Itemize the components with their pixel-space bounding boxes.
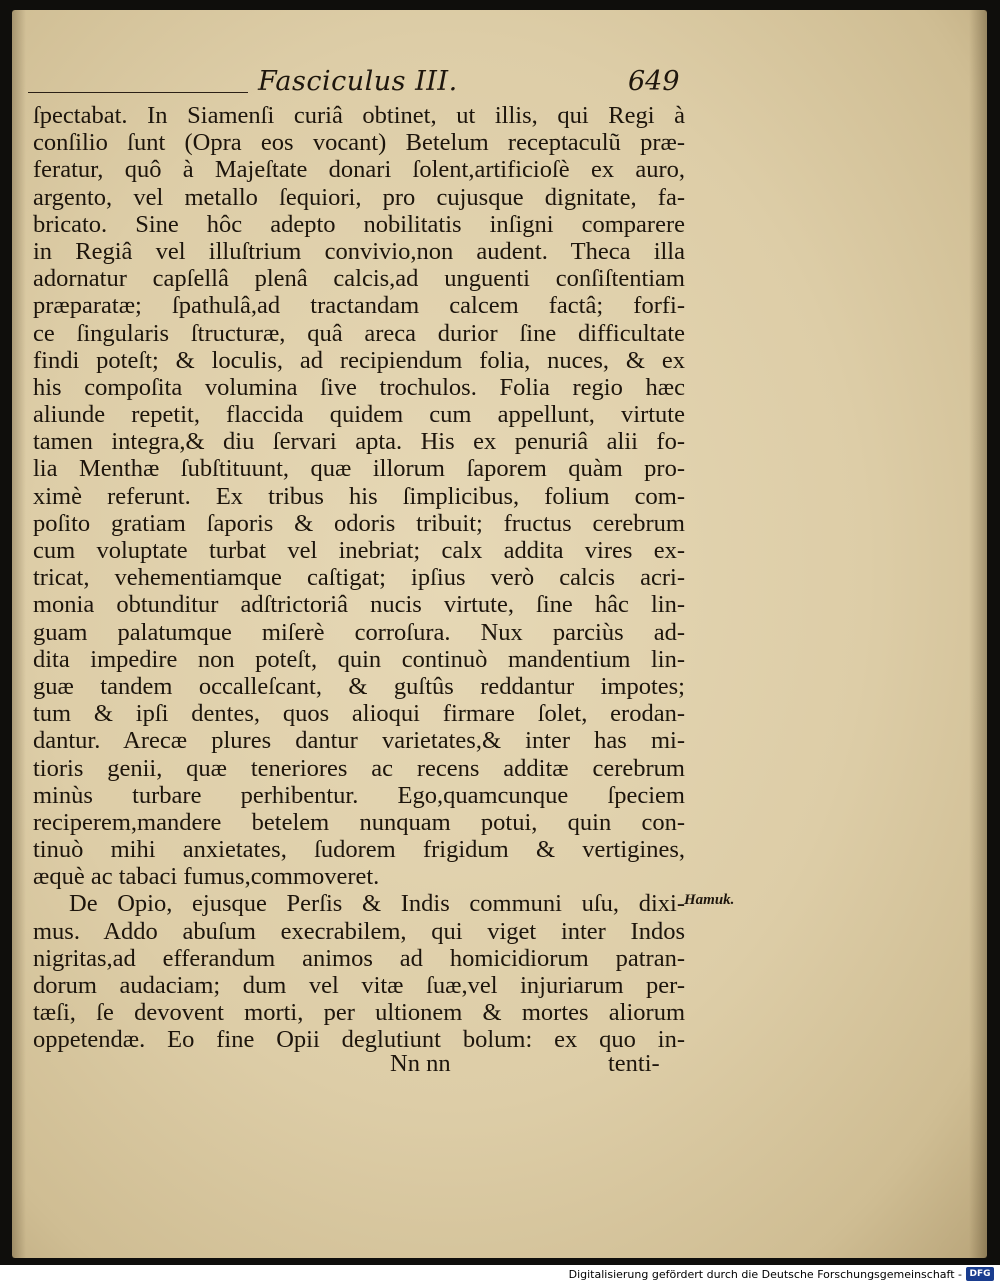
page-left-shadow [12, 10, 26, 1258]
text-line: ce ſingularis ſtructuræ, quâ areca durior ſine difficultate [33, 319, 685, 347]
text-line: tricat, vehementiamque caſtigat; ipſius verò calcis acri- [33, 564, 685, 592]
text-line: reciperem,mandere betelem nunquam potui, quin con- [33, 808, 685, 836]
text-line: feratur, quô à Majeſtate donari ſolent,artificioſè ex auro, [33, 156, 685, 184]
text-line: oppetendæ. Eo fine Opii deglutiunt bolum: ex quo in- [33, 1026, 685, 1054]
text-line: poſito gratiam ſaporis & odoris tribuit; fructus cerebrum [33, 509, 685, 537]
page-right-shadow [969, 10, 987, 1258]
text-line: dantur. Arecæ plures dantur varietates,& inter has mi- [33, 727, 685, 755]
text-line: dita impedire non poteſt, quin continuò mandentium lin- [33, 645, 685, 673]
text-line: dorum audaciam; dum vel vitæ ſuæ,vel injuriarum per- [33, 972, 685, 999]
text-line: ximè referunt. Ex tribus his ſimplicibus, folium com- [33, 482, 685, 510]
text-line: præparatæ; ſpathulâ,ad tractandam calcem factâ; forfi- [33, 292, 685, 320]
body-text [33, 102, 685, 1054]
text-line: æquè ac tabaci fumus,commoveret. [33, 863, 380, 891]
text-line: in Regiâ vel illuſtrium convivio,non audent. Theca illa [33, 237, 685, 265]
text-line: tum & ipſi dentes, quos alioqui firmare ſolet, erodan- [33, 700, 685, 728]
running-title: Fasciculus III. [258, 66, 458, 97]
text-line: ſpectabat. In Siamenſi curiâ obtinet, ut illis, qui Regi à [33, 102, 685, 129]
page-number: 649 [628, 66, 680, 97]
catchword: tenti- [608, 1050, 660, 1077]
text-line: cum voluptate turbat vel inebriat; calx addita vires ex- [33, 537, 685, 564]
text-line: tæſi, ſe devovent morti, per ultionem & mortes aliorum [33, 999, 685, 1027]
text-line: bricato. Sine hôc adepto nobilitatis inſigni comparere [33, 210, 685, 238]
text-line: guam palatumque miſerè corroſura. Nux parciùs ad- [33, 618, 685, 646]
margin-note: Hamuk. [684, 892, 735, 908]
text-line: argento, vel metallo ſequiori, pro cujusque dignitate, fa- [33, 183, 685, 211]
text-line: tioris genii, quæ teneriores ac recens additæ cerebrum [33, 754, 685, 782]
text-line: monia obtunditur adſtrictoriâ nucis virtute, ſine hâc lin- [33, 591, 685, 619]
text-line: conſilio ſunt (Opra eos vocant) Betelum receptaculũ præ- [33, 129, 685, 157]
text-line: guæ tandem occalleſcant, & guſtûs reddantur impotes; [33, 672, 685, 700]
signature-mark: Nn nn [390, 1050, 451, 1077]
text-line: tamen integra,& diu ſervari apta. His ex penuriâ alii fo- [33, 428, 685, 456]
text-line: aliunde repetit, flaccida quidem cum appellunt, virtute [33, 401, 685, 429]
footer-credit: Digitalisierung gefördert durch die Deutsche Forschungsgemeinschaft - [568, 1268, 962, 1281]
text-line: minùs turbare perhibentur. Ego,quamcunque ſpeciem [33, 781, 685, 809]
text-line: tinuò mihi anxietates, ſudorem frigidum & vertigines, [33, 836, 685, 864]
text-line: his compoſita volumina ſive trochulos. Folia regio hæc [33, 373, 685, 401]
dfg-logo: DFG [966, 1267, 994, 1281]
text-line: mus. Addo abuſum execrabilem, qui viget inter Indos [33, 917, 685, 945]
text-line: De Opio, ejusque Perſis & Indis communi uſu, dixi- [69, 890, 685, 918]
text-line: lia Menthæ ſubſtituunt, quæ illorum ſaporem quàm pro- [33, 455, 685, 483]
text-line: findi poteſt; & loculis, ad recipiendum folia, nuces, & ex [33, 346, 685, 374]
text-line: nigritas,ad efferandum animos ad homicidiorum patran- [33, 944, 685, 972]
text-line: adornatur capſellâ plenâ calcis,ad unguenti conſiſtentiam [33, 265, 685, 293]
header-rule [28, 92, 248, 93]
